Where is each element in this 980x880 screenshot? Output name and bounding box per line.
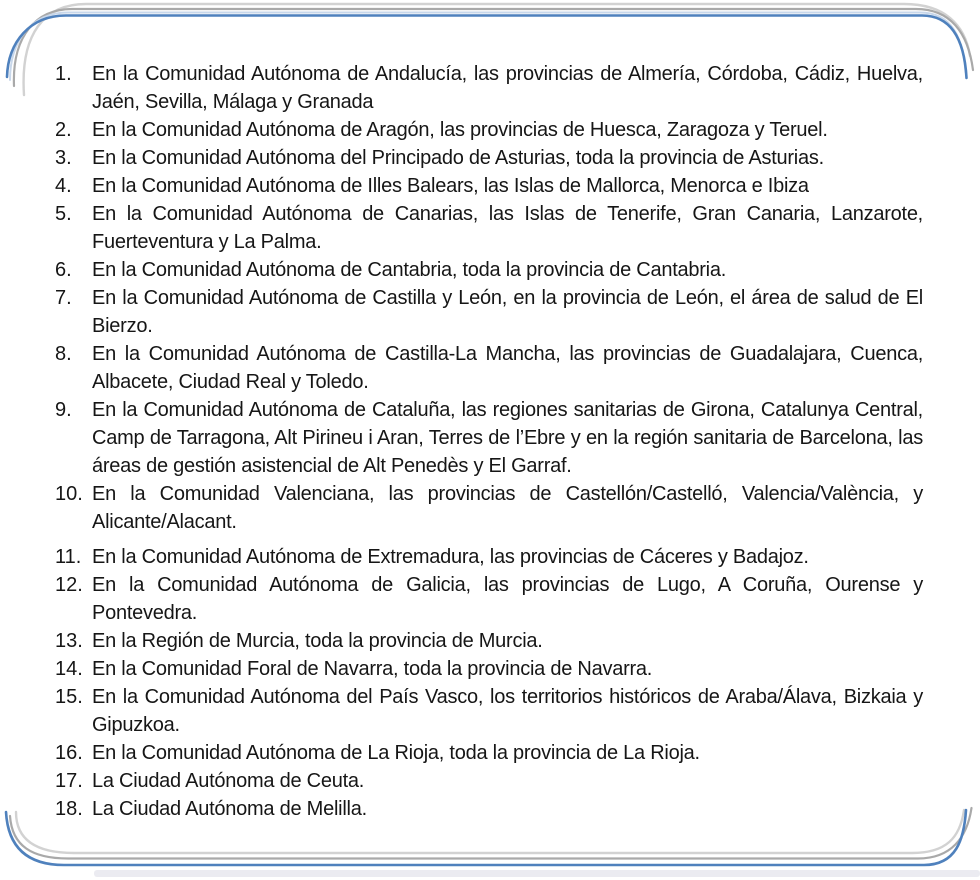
list-item-text: En la Región de Murcia, toda la provincia de Murcia. (92, 630, 543, 652)
list-item-number: 2. (55, 119, 72, 141)
list-item-text: En la Comunidad Autónoma de Illes Balears, las Islas de Mallorca, Menorca e Ibiza (92, 175, 809, 197)
list-item (55, 543, 923, 571)
list-item-number: 9. (55, 399, 72, 421)
list-item (55, 683, 923, 739)
list-item-text: En la Comunidad Autónoma de Aragón, las provincias de Huesca, Zaragoza y Teruel. (92, 119, 828, 141)
list-item-text: La Ciudad Autónoma de Melilla. (92, 798, 367, 820)
list-item-text: En la Comunidad Autónoma de Cantabria, toda la provincia de Cantabria. (92, 259, 727, 281)
list-item-number: 7. (55, 287, 72, 309)
list-item-text: En la Comunidad Foral de Navarra, toda la provincia de Navarra. (92, 658, 653, 680)
list-item-text: En la Comunidad Valenciana, las provincias de Castellón/Castelló, Valencia/València, y Alicante/Alacant. (92, 483, 923, 533)
frame-shadow-band (94, 870, 980, 877)
list-item-number: 8. (55, 343, 72, 365)
list-item-text: En la Comunidad Autónoma de Castilla-La Mancha, las provincias de Guadalajara, Cuenca, Albacete, Ciudad Real y Toledo. (92, 343, 923, 393)
list-item-text: En la Comunidad Autónoma del Principado de Asturias, toda la provincia de Asturias. (92, 147, 824, 169)
list-item (55, 480, 923, 536)
document-body (55, 60, 923, 823)
list-item (55, 144, 923, 172)
list-item (55, 767, 923, 795)
list-item-number: 12. (55, 574, 83, 596)
list-item-number: 1. (55, 63, 72, 85)
list-item (55, 795, 923, 823)
list-item-text: La Ciudad Autónoma de Ceuta. (92, 770, 365, 792)
list-item-text: En la Comunidad Autónoma de La Rioja, toda la provincia de La Rioja. (92, 742, 700, 764)
list-item (55, 172, 923, 200)
list-item (55, 571, 923, 627)
list-item-number: 18. (55, 798, 83, 820)
list-item-text: En la Comunidad Autónoma de Canarias, las Islas de Tenerife, Gran Canaria, Lanzarote, Fuerteventura y La Palma. (92, 203, 923, 253)
list-item-text: En la Comunidad Autónoma de Extremadura, las provincias de Cáceres y Badajoz. (92, 546, 809, 568)
list-item-number: 10. (55, 483, 83, 505)
list-item-number: 14. (55, 658, 83, 680)
list-item-number: 4. (55, 175, 72, 197)
list-item-number: 15. (55, 686, 83, 708)
list-item (55, 200, 923, 256)
list-item-number: 16. (55, 742, 83, 764)
list-item-text: En la Comunidad Autónoma de Castilla y León, en la provincia de León, el área de salud de El Bierzo. (92, 287, 923, 337)
list-item-text: En la Comunidad Autónoma del País Vasco, los territorios históricos de Araba/Álava, Bizkaia y Gipuzkoa. (92, 686, 923, 736)
list-item (55, 396, 923, 480)
list-item (55, 116, 923, 144)
list-item (55, 340, 923, 396)
list-item (55, 655, 923, 683)
list-item (55, 739, 923, 767)
list-item-number: 3. (55, 147, 72, 169)
list-item-text: En la Comunidad Autónoma de Andalucía, las provincias de Almería, Córdoba, Cádiz, Huelva, Jaén, Sevilla, Málaga y Granada (92, 63, 923, 113)
list-item-number: 17. (55, 770, 83, 792)
list-item-number: 13. (55, 630, 83, 652)
list-item (55, 284, 923, 340)
list-item (55, 60, 923, 116)
list-item (55, 256, 923, 284)
list-item-number: 6. (55, 259, 72, 281)
province-list (55, 60, 923, 823)
list-item-number: 5. (55, 203, 72, 225)
list-item-text: En la Comunidad Autónoma de Galicia, las provincias de Lugo, A Coruña, Ourense y Pontevedra. (92, 574, 923, 624)
list-item (55, 627, 923, 655)
list-item-text: En la Comunidad Autónoma de Cataluña, las regiones sanitarias de Girona, Catalunya Central, Camp de Tarragona, Alt Pirineu i Aran, Terres de l’Ebre y en la región sanitaria de Barcelona, las áreas de gestión asistencial de Alt Penedès y El Garraf. (92, 399, 923, 477)
list-item-number: 11. (55, 546, 82, 568)
